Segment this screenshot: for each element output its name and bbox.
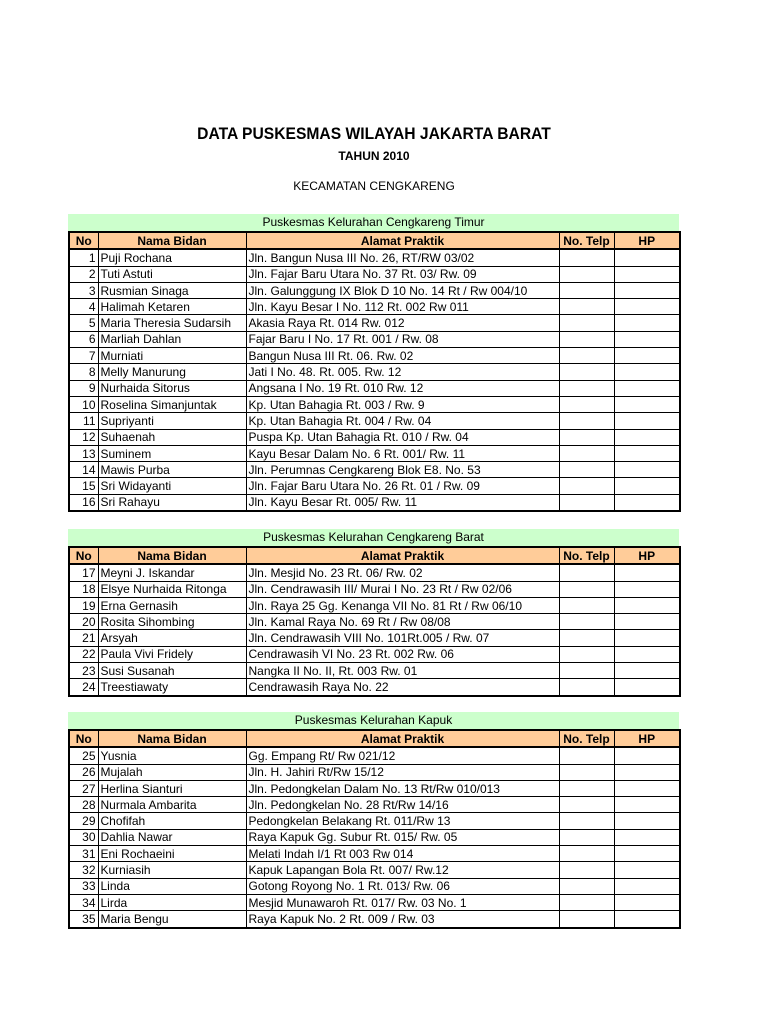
cell-nama-bidan: Mujalah (98, 764, 246, 780)
table-row (69, 878, 680, 894)
cell-nama-bidan: Mawis Purba (98, 462, 246, 478)
cell-no-telp (559, 462, 614, 478)
table-row (69, 829, 680, 845)
table-row (69, 764, 680, 780)
cell-alamat-praktik: Puspa Kp. Utan Bahagia Rt. 010 / Rw. 04 (246, 429, 559, 445)
table-row (69, 614, 680, 630)
cell-no-telp (559, 862, 614, 878)
cell-alamat-praktik: Kp. Utan Bahagia Rt. 004 / Rw. 04 (246, 413, 559, 429)
cell-no-telp (559, 630, 614, 646)
cell-nama-bidan: Murniati (98, 348, 246, 364)
cell-hp (614, 646, 680, 662)
cell-nama-bidan: Lirda (98, 894, 246, 910)
cell-hp (614, 478, 680, 494)
document-year: TAHUN 2010 (338, 149, 410, 163)
cell-no: 33 (69, 878, 98, 894)
cell-no: 10 (69, 396, 98, 412)
section-kapuk (68, 712, 679, 929)
cell-alamat-praktik: Jln. Mesjid No. 23 Rt. 06/ Rw. 02 (246, 564, 559, 581)
cell-hp (614, 429, 680, 445)
cell-no-telp (559, 249, 614, 266)
cell-alamat-praktik: Raya Kapuk Gg. Subur Rt. 015/ Rw. 05 (246, 829, 559, 845)
cell-no-telp (559, 663, 614, 679)
cell-no-telp (559, 494, 614, 511)
col-header-nama: Nama Bidan (98, 547, 246, 564)
section-cengkareng-barat (68, 529, 679, 697)
cell-alamat-praktik: Jln. Bangun Nusa III No. 26, RT/RW 03/02 (246, 249, 559, 266)
table-row (69, 630, 680, 646)
cell-no-telp (559, 829, 614, 845)
cell-no: 27 (69, 780, 98, 796)
cell-alamat-praktik: Akasia Raya Rt. 014 Rw. 012 (246, 315, 559, 331)
table-row (69, 364, 680, 380)
cell-no: 1 (69, 249, 98, 266)
cell-alamat-praktik: Jln. Kamal Raya No. 69 Rt / Rw 08/08 (246, 614, 559, 630)
cell-hp (614, 846, 680, 862)
cell-hp (614, 299, 680, 315)
cell-nama-bidan: Kurniasih (98, 862, 246, 878)
cell-nama-bidan: Maria Bengu (98, 911, 246, 928)
cell-nama-bidan: Roselina Simanjuntak (98, 396, 246, 412)
cell-alamat-praktik: Jln. Kayu Besar I No. 112 Rt. 002 Rw 011 (246, 299, 559, 315)
cell-nama-bidan: Eni Rochaeini (98, 846, 246, 862)
cell-no-telp (559, 299, 614, 315)
cell-no: 7 (69, 348, 98, 364)
cell-nama-bidan: Rosita Sihombing (98, 614, 246, 630)
cell-no: 19 (69, 597, 98, 613)
cell-hp (614, 266, 680, 282)
cell-hp (614, 813, 680, 829)
cell-hp (614, 315, 680, 331)
cell-nama-bidan: Paula Vivi Fridely (98, 646, 246, 662)
col-header-no: No (69, 547, 98, 564)
table-row (69, 780, 680, 796)
cell-hp (614, 764, 680, 780)
cell-no: 4 (69, 299, 98, 315)
cell-no-telp (559, 282, 614, 298)
cell-hp (614, 797, 680, 813)
col-header-hp: HP (614, 730, 680, 747)
cell-no-telp (559, 413, 614, 429)
cell-hp (614, 829, 680, 845)
col-header-no: No (69, 232, 98, 249)
cell-alamat-praktik: Jln. H. Jahiri Rt/Rw 15/12 (246, 764, 559, 780)
cell-no-telp (559, 747, 614, 764)
cell-no: 35 (69, 911, 98, 928)
kecamatan-label: KECAMATAN CENGKARENG (293, 179, 455, 193)
col-header-nama: Nama Bidan (98, 730, 246, 747)
table-header-row (69, 547, 680, 564)
cell-no: 31 (69, 846, 98, 862)
cell-hp (614, 396, 680, 412)
cell-nama-bidan: Melly Manurung (98, 364, 246, 380)
table-row (69, 813, 680, 829)
cell-no-telp (559, 331, 614, 347)
cell-nama-bidan: Nurhaida Sitorus (98, 380, 246, 396)
table-header-row (69, 232, 680, 249)
section-header: Puskesmas Kelurahan Cengkareng Barat (68, 529, 679, 546)
table-row (69, 462, 680, 478)
cell-no: 13 (69, 445, 98, 461)
cell-no: 15 (69, 478, 98, 494)
cell-no-telp (559, 597, 614, 613)
cell-nama-bidan: Suminem (98, 445, 246, 461)
bidan-table (68, 231, 681, 512)
cell-nama-bidan: Halimah Ketaren (98, 299, 246, 315)
section-header: Puskesmas Kelurahan Cengkareng Timur (68, 214, 679, 231)
cell-alamat-praktik: Jln. Raya 25 Gg. Kenanga VII No. 81 Rt / Rw 06/10 (246, 597, 559, 613)
cell-nama-bidan: Dahlia Nawar (98, 829, 246, 845)
cell-hp (614, 445, 680, 461)
cell-hp (614, 911, 680, 928)
col-header-telp: No. Telp (559, 232, 614, 249)
col-header-alamat: Alamat Praktik (246, 232, 559, 249)
cell-hp (614, 249, 680, 266)
table-row (69, 331, 680, 347)
table-row (69, 249, 680, 266)
cell-no: 23 (69, 663, 98, 679)
table-row (69, 266, 680, 282)
table-row (69, 911, 680, 928)
cell-no: 16 (69, 494, 98, 511)
col-header-nama: Nama Bidan (98, 232, 246, 249)
table-row (69, 380, 680, 396)
col-header-hp: HP (614, 232, 680, 249)
table-row (69, 747, 680, 764)
cell-alamat-praktik: Jln. Cendrawasih VIII No. 101Rt.005 / Rw. 07 (246, 630, 559, 646)
cell-nama-bidan: Puji Rochana (98, 249, 246, 266)
cell-hp (614, 282, 680, 298)
cell-hp (614, 878, 680, 894)
cell-nama-bidan: Tuti Astuti (98, 266, 246, 282)
cell-alamat-praktik: Jln. Pedongkelan No. 28 Rt/Rw 14/16 (246, 797, 559, 813)
cell-hp (614, 413, 680, 429)
col-header-alamat: Alamat Praktik (246, 547, 559, 564)
cell-no: 8 (69, 364, 98, 380)
cell-no: 28 (69, 797, 98, 813)
table-row (69, 894, 680, 910)
cell-alamat-praktik: Kp. Utan Bahagia Rt. 003 / Rw. 9 (246, 396, 559, 412)
cell-no: 25 (69, 747, 98, 764)
table-row (69, 429, 680, 445)
cell-alamat-praktik: Cendrawasih VI No. 23 Rt. 002 Rw. 06 (246, 646, 559, 662)
document-title: DATA PUSKESMAS WILAYAH JAKARTA BARAT (197, 124, 551, 143)
table-body (69, 564, 680, 695)
cell-alamat-praktik: Gotong Royong No. 1 Rt. 013/ Rw. 06 (246, 878, 559, 894)
cell-no: 32 (69, 862, 98, 878)
cell-no-telp (559, 679, 614, 696)
table-row (69, 315, 680, 331)
cell-nama-bidan: Arsyah (98, 630, 246, 646)
table-row (69, 282, 680, 298)
cell-nama-bidan: Erna Gernasih (98, 597, 246, 613)
cell-nama-bidan: Sri Rahayu (98, 494, 246, 511)
cell-no: 11 (69, 413, 98, 429)
cell-no: 5 (69, 315, 98, 331)
cell-no: 34 (69, 894, 98, 910)
col-header-alamat: Alamat Praktik (246, 730, 559, 747)
cell-no-telp (559, 266, 614, 282)
cell-hp (614, 862, 680, 878)
cell-no: 6 (69, 331, 98, 347)
cell-no-telp (559, 780, 614, 796)
cell-nama-bidan: Rusmian Sinaga (98, 282, 246, 298)
table-row (69, 348, 680, 364)
cell-no-telp (559, 846, 614, 862)
cell-alamat-praktik: Jln. Perumnas Cengkareng Blok E8. No. 53 (246, 462, 559, 478)
cell-no: 29 (69, 813, 98, 829)
section-header: Puskesmas Kelurahan Kapuk (68, 712, 679, 729)
table-row (69, 564, 680, 581)
cell-alamat-praktik: Bangun Nusa III Rt. 06. Rw. 02 (246, 348, 559, 364)
cell-alamat-praktik: Mesjid Munawaroh Rt. 017/ Rw. 03 No. 1 (246, 894, 559, 910)
cell-no-telp (559, 646, 614, 662)
cell-no-telp (559, 894, 614, 910)
col-header-hp: HP (614, 547, 680, 564)
cell-alamat-praktik: Jln. Galunggung IX Blok D 10 No. 14 Rt / Rw 004/10 (246, 282, 559, 298)
cell-hp (614, 494, 680, 511)
cell-alamat-praktik: Jln. Kayu Besar Rt. 005/ Rw. 11 (246, 494, 559, 511)
cell-no-telp (559, 445, 614, 461)
cell-hp (614, 348, 680, 364)
cell-alamat-praktik: Jln. Cendrawasih III/ Murai I No. 23 Rt / Rw 02/06 (246, 581, 559, 597)
table-row (69, 646, 680, 662)
cell-alamat-praktik: Nangka II No. II, Rt. 003 Rw. 01 (246, 663, 559, 679)
cell-hp (614, 564, 680, 581)
cell-alamat-praktik: Angsana I No. 19 Rt. 010 Rw. 12 (246, 380, 559, 396)
cell-no-telp (559, 797, 614, 813)
cell-nama-bidan: Treestiawaty (98, 679, 246, 696)
cell-hp (614, 462, 680, 478)
bidan-table (68, 729, 681, 929)
cell-no: 22 (69, 646, 98, 662)
cell-alamat-praktik: Cendrawasih Raya No. 22 (246, 679, 559, 696)
section-cengkareng-timur (68, 214, 679, 512)
cell-hp (614, 747, 680, 764)
table-row (69, 797, 680, 813)
table-row (69, 663, 680, 679)
cell-nama-bidan: Linda (98, 878, 246, 894)
table-row (69, 478, 680, 494)
cell-alamat-praktik: Melati Indah I/1 Rt 003 Rw 014 (246, 846, 559, 862)
cell-nama-bidan: Elsye Nurhaida Ritonga (98, 581, 246, 597)
col-header-no: No (69, 730, 98, 747)
cell-nama-bidan: Yusnia (98, 747, 246, 764)
cell-no: 2 (69, 266, 98, 282)
cell-no-telp (559, 348, 614, 364)
table-row (69, 445, 680, 461)
table-body (69, 747, 680, 927)
cell-alamat-praktik: Fajar Baru I No. 17 Rt. 001 / Rw. 08 (246, 331, 559, 347)
cell-alamat-praktik: Kayu Besar Dalam No. 6 Rt. 001/ Rw. 11 (246, 445, 559, 461)
cell-hp (614, 780, 680, 796)
cell-no: 18 (69, 581, 98, 597)
cell-alamat-praktik: Pedongkelan Belakang Rt. 011/Rw 13 (246, 813, 559, 829)
cell-hp (614, 630, 680, 646)
cell-nama-bidan: Nurmala Ambarita (98, 797, 246, 813)
cell-no-telp (559, 364, 614, 380)
table-body (69, 249, 680, 511)
cell-hp (614, 679, 680, 696)
cell-no: 17 (69, 564, 98, 581)
cell-nama-bidan: Susi Susanah (98, 663, 246, 679)
cell-nama-bidan: Supriyanti (98, 413, 246, 429)
cell-alamat-praktik: Jln. Fajar Baru Utara No. 26 Rt. 01 / Rw. 09 (246, 478, 559, 494)
cell-no: 12 (69, 429, 98, 445)
cell-no: 20 (69, 614, 98, 630)
cell-nama-bidan: Herlina Sianturi (98, 780, 246, 796)
cell-no: 3 (69, 282, 98, 298)
cell-no-telp (559, 764, 614, 780)
cell-no-telp (559, 429, 614, 445)
cell-hp (614, 597, 680, 613)
cell-hp (614, 331, 680, 347)
bidan-table (68, 546, 681, 697)
table-row (69, 846, 680, 862)
cell-no: 14 (69, 462, 98, 478)
table-row (69, 679, 680, 696)
cell-no: 24 (69, 679, 98, 696)
cell-alamat-praktik: Jln. Pedongkelan Dalam No. 13 Rt/Rw 010/013 (246, 780, 559, 796)
cell-nama-bidan: Chofifah (98, 813, 246, 829)
col-header-telp: No. Telp (559, 547, 614, 564)
cell-alamat-praktik: Raya Kapuk No. 2 Rt. 009 / Rw. 03 (246, 911, 559, 928)
table-row (69, 581, 680, 597)
cell-hp (614, 663, 680, 679)
cell-no-telp (559, 581, 614, 597)
table-row (69, 597, 680, 613)
cell-nama-bidan: Marliah Dahlan (98, 331, 246, 347)
cell-no: 30 (69, 829, 98, 845)
col-header-telp: No. Telp (559, 730, 614, 747)
table-row (69, 299, 680, 315)
cell-hp (614, 380, 680, 396)
cell-nama-bidan: Suhaenah (98, 429, 246, 445)
cell-alamat-praktik: Gg. Empang Rt/ Rw 021/12 (246, 747, 559, 764)
cell-alamat-praktik: Jati I No. 48. Rt. 005. Rw. 12 (246, 364, 559, 380)
cell-alamat-praktik: Kapuk Lapangan Bola Rt. 007/ Rw.12 (246, 862, 559, 878)
cell-hp (614, 581, 680, 597)
cell-no-telp (559, 911, 614, 928)
cell-nama-bidan: Maria Theresia Sudarsih (98, 315, 246, 331)
table-row (69, 494, 680, 511)
cell-no: 9 (69, 380, 98, 396)
cell-alamat-praktik: Jln. Fajar Baru Utara No. 37 Rt. 03/ Rw. 09 (246, 266, 559, 282)
cell-hp (614, 614, 680, 630)
table-row (69, 862, 680, 878)
cell-no-telp (559, 478, 614, 494)
cell-hp (614, 894, 680, 910)
cell-no-telp (559, 315, 614, 331)
cell-no: 21 (69, 630, 98, 646)
cell-no-telp (559, 380, 614, 396)
table-row (69, 396, 680, 412)
cell-no-telp (559, 564, 614, 581)
cell-hp (614, 364, 680, 380)
cell-nama-bidan: Sri Widayanti (98, 478, 246, 494)
cell-no-telp (559, 614, 614, 630)
cell-no-telp (559, 813, 614, 829)
table-header-row (69, 730, 680, 747)
cell-no-telp (559, 878, 614, 894)
cell-no: 26 (69, 764, 98, 780)
cell-nama-bidan: Meyni J. Iskandar (98, 564, 246, 581)
cell-no-telp (559, 396, 614, 412)
table-row (69, 413, 680, 429)
